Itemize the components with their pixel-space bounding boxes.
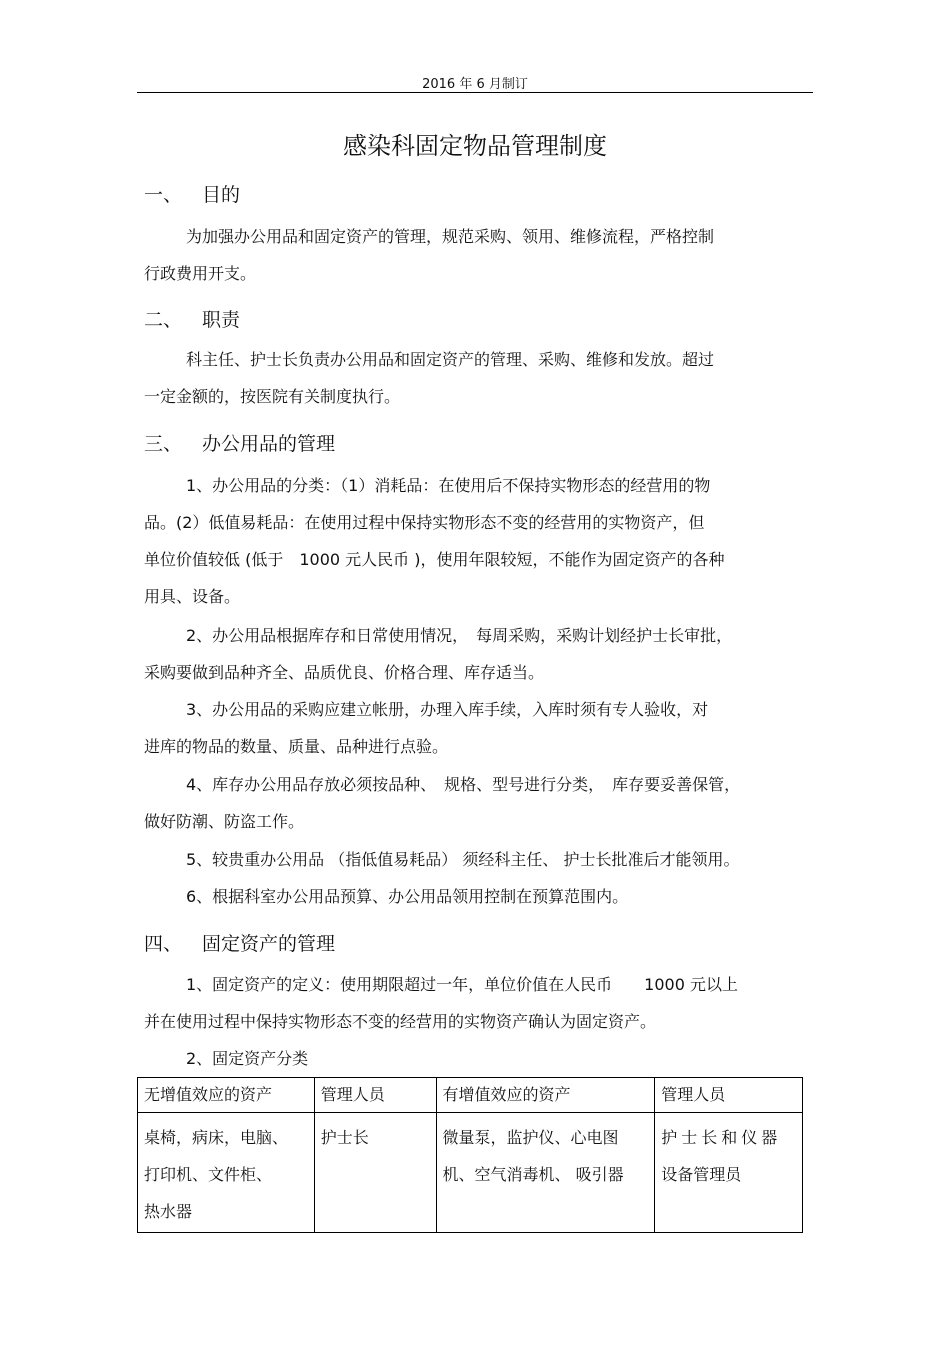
section-number: 三、: [144, 433, 183, 455]
paragraph-line: 用具、设备。: [144, 587, 241, 606]
section-title: 目的: [202, 184, 241, 206]
cell-line: 护士长和仪器: [661, 1128, 782, 1147]
cell-line: 微量泵，监护仪、心电图: [442, 1128, 619, 1147]
paragraph-line: 采购要做到品种齐全、品质优良、价格合理、库存适当。: [144, 663, 545, 682]
table-header-cell: 无增值效应的资产: [138, 1078, 315, 1113]
table-header-row: [138, 1078, 803, 1113]
section-heading-2: [144, 305, 240, 332]
table-cell: [436, 1113, 655, 1233]
cell-line: 机、空气消毒机、 吸引器: [442, 1165, 624, 1184]
paragraph-line: 4、库存办公用品存放必须按品种、 规格、型号进行分类， 库存要妥善保管，: [186, 775, 741, 794]
section-4-item-2: [144, 1040, 809, 1077]
paragraph-line: 并在使用过程中保持实物形态不变的经营用的实物资产确认为固定资产。: [144, 1012, 657, 1031]
header-divider: [137, 92, 813, 93]
section-heading-1: [144, 180, 240, 207]
section-title: 办公用品的管理: [202, 433, 336, 455]
section-3-item-2: [144, 617, 809, 691]
table-cell: [314, 1113, 436, 1233]
paragraph-line: 科主任、护士长负责办公用品和固定资产的管理、采购、维修和发放。超过: [186, 350, 715, 369]
cell-line: 热水器: [144, 1202, 193, 1221]
section-3-item-3: [144, 691, 809, 765]
cell-line: 护士长: [320, 1128, 369, 1147]
section-2-body: [144, 341, 809, 415]
paragraph-line: 为加强办公用品和固定资产的管理，规范采购、领用、维修流程，严格控制: [186, 227, 715, 246]
cell-line: 设备管理员: [661, 1165, 742, 1184]
page-title: 感染科固定物品管理制度: [343, 132, 607, 160]
asset-classification-table: [137, 1077, 803, 1233]
paragraph-line: 2、办公用品根据库存和日常使用情况， 每周采购，采购计划经护士长审批，: [186, 626, 733, 645]
table-header-cell: 有增值效应的资产: [436, 1078, 655, 1113]
table-cell: [138, 1113, 315, 1233]
paragraph-line: 品。(2）低值易耗品：在使用过程中保持实物形态不变的经营用的实物资产，但: [144, 513, 705, 532]
paragraph-line: 行政费用开支。: [144, 264, 257, 283]
section-3-item-5: [144, 841, 809, 878]
section-3-item-4: [144, 766, 809, 840]
section-3-item-6: [144, 878, 809, 915]
cell-line: 桌椅，病床，电脑、: [144, 1128, 289, 1147]
paragraph-line: 一定金额的，按医院有关制度执行。: [144, 387, 401, 406]
section-title: 职责: [202, 309, 241, 331]
paragraph-line: 6、根据科室办公用品预算、办公用品领用控制在预算范围内。: [186, 887, 629, 906]
paragraph-line: 单位价值较低 (低于 1000 元人民币 )，使用年限较短，不能作为固定资产的各种: [144, 550, 725, 569]
section-title: 固定资产的管理: [202, 933, 336, 955]
section-4-item-1: [144, 966, 809, 1040]
paragraph-line: 进库的物品的数量、质量、品种进行点验。: [144, 737, 449, 756]
section-1-body: [144, 218, 809, 292]
paragraph-line: 3、办公用品的采购应建立帐册，办理入库手续，入库时须有专人验收，对: [186, 700, 709, 719]
header-date: 2016 年 6 月制订: [422, 77, 528, 92]
section-3-item-1: [144, 467, 809, 615]
section-heading-3: [144, 429, 335, 456]
paragraph-line: 1、办公用品的分类：（1）消耗品：在使用后不保持实物形态的经营用的物: [186, 476, 711, 495]
paragraph-line: 5、较贵重办公用品 （指低值易耗品） 须经科主任、 护士长批准后才能领用。: [186, 850, 740, 869]
table-cell: [655, 1113, 803, 1233]
paragraph-line: 做好防潮、防盗工作。: [144, 812, 305, 831]
section-number: 四、: [144, 933, 183, 955]
section-heading-4: [144, 929, 335, 956]
section-number: 一、: [144, 184, 183, 206]
section-number: 二、: [144, 309, 183, 331]
paragraph-line: 1、固定资产的定义：使用期限超过一年，单位价值在人民币 1000 元以上: [186, 975, 738, 994]
table-header-cell: 管理人员: [314, 1078, 436, 1113]
cell-line: 打印机、文件柜、: [144, 1165, 273, 1184]
paragraph-line: 2、固定资产分类: [186, 1049, 309, 1068]
table-header-cell: 管理人员: [655, 1078, 803, 1113]
table-row: [138, 1113, 803, 1233]
